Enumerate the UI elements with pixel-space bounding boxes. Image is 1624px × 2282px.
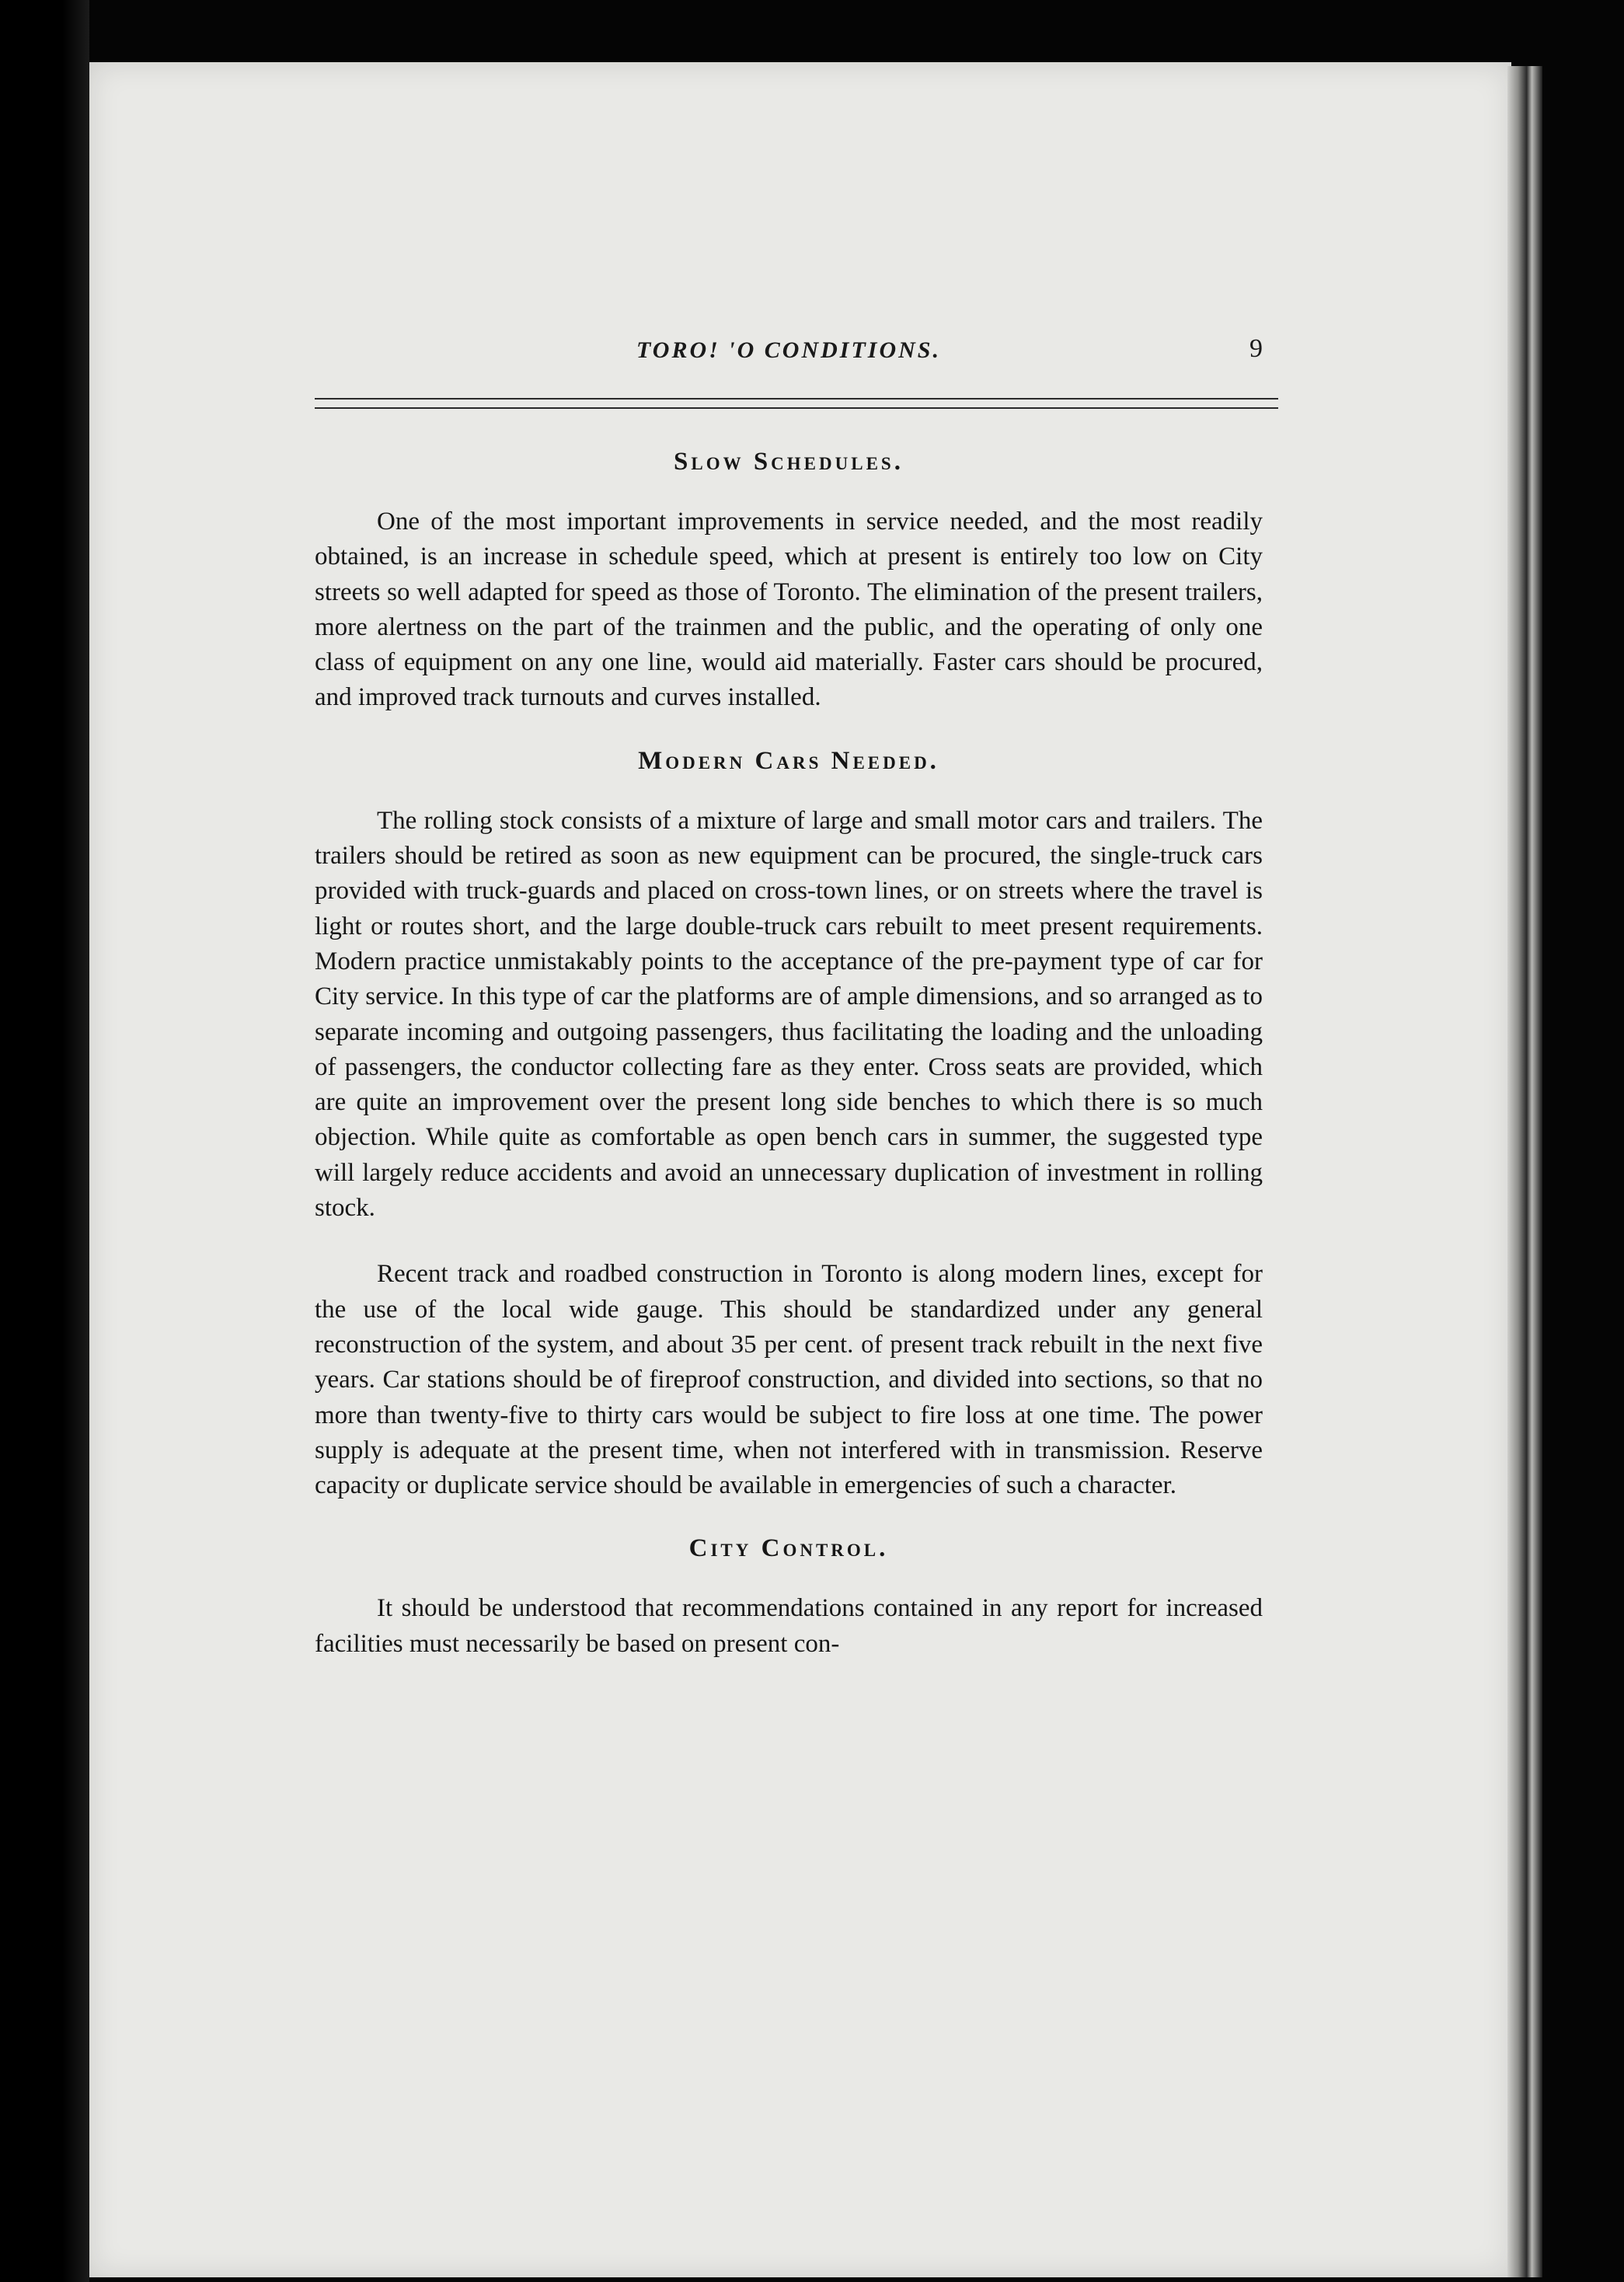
header-rule-bottom <box>315 407 1278 409</box>
section-slow-schedules <box>315 448 1263 716</box>
running-head: TORO! 'O CONDITIONS. <box>636 337 941 363</box>
section-heading: Slow Schedules. <box>674 448 904 476</box>
section-modern-cars-needed <box>315 747 1263 1504</box>
paragraph: The rolling stock consists of a mixture of large and small motor cars and trailers. The trailers should be retired as soon as new equipment can be procured, the single-truck cars provided with truck-guards and placed on cross-town lines, or on streets where the travel is light or routes short, and the large double-truck cars rebuilt to meet present requirements. Modern practice unmistakably points to the acceptance of the pre-payment type of car for City service. In this type of car the platforms are of ample dimensions, and so arranged as to separate incoming and outgoing passengers, thus facilitating the loading and the unloading of passengers, the conductor collecting fare as they enter. Cross seats are provided, which are quite an improvement over the present long side benches to which there is so much objection. While quite as comfortable as open bench cars in summer, the suggested type will largely reduce accidents and avoid an unnecessary duplication of investment in rolling stock. <box>315 806 1263 1223</box>
section-heading: Modern Cars Needed. <box>638 746 939 775</box>
page-number: 9 <box>1249 334 1263 363</box>
header-rule-top <box>315 398 1278 400</box>
scan-left-edge <box>0 0 89 2282</box>
book-spine <box>1507 66 1542 2277</box>
paragraph: It should be understood that recommendations contained in any report for increased facilities must necessarily be based on present con- <box>315 1594 1263 1658</box>
paragraph: Recent track and roadbed construction in Toronto is along modern lines, except for the use of the local wide gauge. This should be standardized under any general reconstruction of the system, and about 35 per cent. of present track rebuilt in the next five years. Car stations should be of fireproof construction, and divided into sections, so that no more than twenty-five to thirty cars would be subject to fire loss at one time. The power supply is adequate at the present time, when not interfered with in transmission. Reserve capacity or duplicate service should be available in emergencies of such a character. <box>315 1260 1263 1500</box>
section-heading: City Control. <box>688 1534 889 1563</box>
page-header <box>315 334 1263 373</box>
paragraph: One of the most important improvements in service needed, and the most readily obtained, is an increase in schedule speed, which at present is entirely too low on City streets so well adapted for speed as those of Toronto. The elimination of the present trailers, more alertness on the part of the trainmen and the public, and the operating of only one class of equipment on any one line, would aid materially. Faster cars should be procured, and improved track turnouts and curves installed. <box>315 508 1263 712</box>
page-body <box>315 435 1263 1693</box>
section-city-control <box>315 1534 1263 1662</box>
